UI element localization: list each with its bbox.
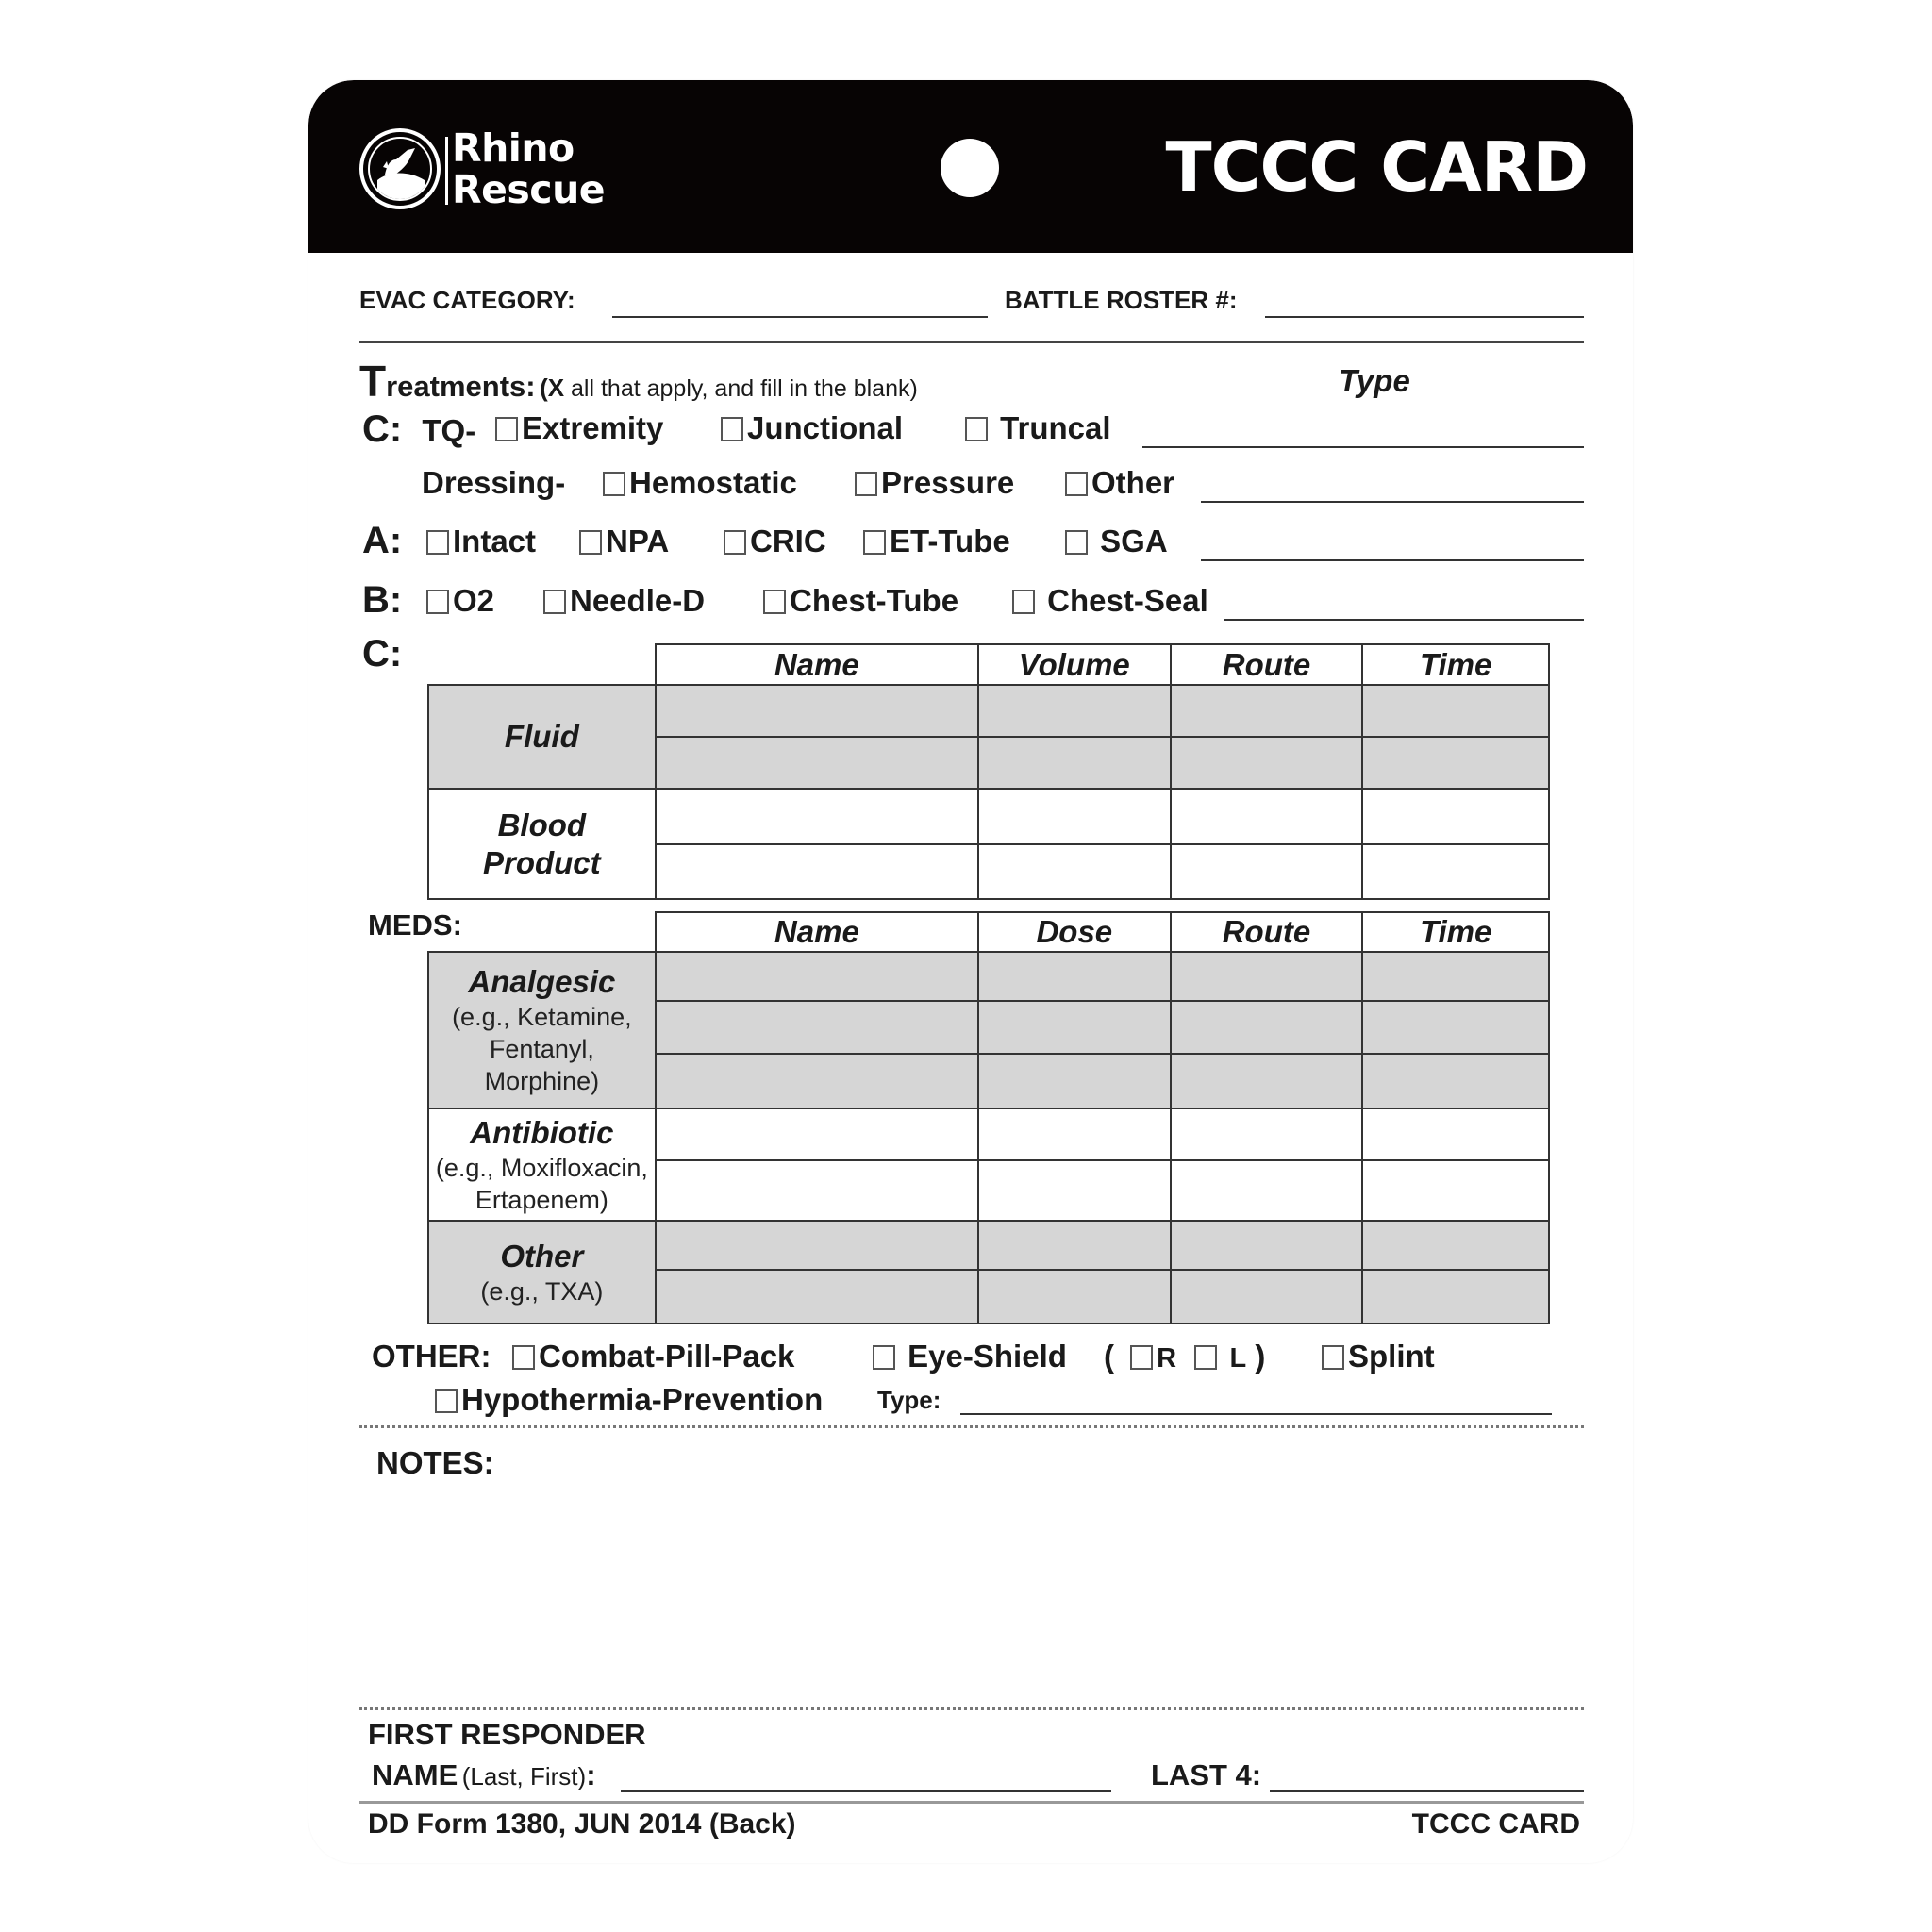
airway-npa-option[interactable]: NPA bbox=[579, 524, 669, 559]
fluid-route-cell[interactable] bbox=[1171, 685, 1363, 737]
footer-divider bbox=[359, 1801, 1584, 1804]
col-header-time: Time bbox=[1362, 912, 1549, 952]
checkbox[interactable] bbox=[426, 530, 449, 555]
evac-category-field[interactable] bbox=[612, 316, 988, 318]
analgesic-route-cell[interactable] bbox=[1171, 1001, 1363, 1054]
other-med-name-cell[interactable] bbox=[656, 1270, 978, 1324]
analgesic-time-cell[interactable] bbox=[1362, 952, 1549, 1001]
airway-et-tube-option[interactable]: ET-Tube bbox=[863, 524, 1010, 559]
breathing-chest-tube-option[interactable]: Chest-Tube bbox=[763, 583, 958, 619]
tccc-card bbox=[308, 80, 1633, 1863]
evac-category-label: EVAC CATEGORY: bbox=[359, 286, 575, 314]
other-med-dose-cell[interactable] bbox=[978, 1270, 1171, 1324]
table-row bbox=[428, 1221, 1549, 1270]
b-letter: B: bbox=[362, 579, 403, 621]
type-label: Type: bbox=[877, 1386, 941, 1414]
col-header-name: Name bbox=[656, 644, 978, 685]
treatments-instruction: all that apply, and fill in the blank) bbox=[564, 375, 918, 402]
fluid-route-cell[interactable] bbox=[1171, 737, 1363, 789]
analgesic-name-cell[interactable] bbox=[656, 952, 978, 1001]
analgesic-time-cell[interactable] bbox=[1362, 1001, 1549, 1054]
checkbox[interactable] bbox=[724, 530, 746, 555]
notes-area[interactable] bbox=[359, 1491, 1584, 1703]
notes-label: NOTES: bbox=[376, 1445, 494, 1480]
name-label: NAME (Last, First): bbox=[372, 1758, 596, 1791]
checkbox[interactable] bbox=[435, 1389, 458, 1413]
dotted-divider bbox=[359, 1425, 1584, 1428]
hypothermia-prevention-option[interactable]: Hypothermia-Prevention bbox=[435, 1382, 823, 1418]
eye-right-option[interactable]: R bbox=[1130, 1339, 1176, 1374]
last4-field[interactable] bbox=[1270, 1790, 1584, 1792]
blood-product-group-label: Blood Product bbox=[428, 789, 656, 899]
checkbox[interactable] bbox=[495, 417, 518, 441]
dressing-hemostatic-option[interactable]: Hemostatic bbox=[603, 465, 797, 501]
rhino-logo-icon bbox=[359, 128, 441, 209]
antibiotic-dose-cell[interactable] bbox=[978, 1160, 1171, 1221]
table-row bbox=[428, 952, 1549, 1001]
eye-side-group: ( R L ) bbox=[1104, 1339, 1266, 1374]
c-tq-row bbox=[362, 408, 475, 451]
antibiotic-route-cell[interactable] bbox=[1171, 1108, 1363, 1160]
checkbox[interactable] bbox=[721, 417, 743, 441]
fluid-name-cell[interactable] bbox=[656, 737, 978, 789]
combat-pill-pack-option[interactable]: Combat-Pill-Pack bbox=[512, 1339, 794, 1374]
eye-shield-option[interactable]: Eye-Shield bbox=[873, 1339, 1067, 1374]
analgesic-dose-cell[interactable] bbox=[978, 952, 1171, 1001]
last4-label: LAST 4: bbox=[1151, 1758, 1262, 1791]
airway-intact-option[interactable]: Intact bbox=[426, 524, 536, 559]
footer-card-label: TCCC CARD bbox=[1411, 1808, 1580, 1840]
col-header-route: Route bbox=[1171, 644, 1363, 685]
col-header-name: Name bbox=[656, 912, 978, 952]
checkbox[interactable] bbox=[1130, 1345, 1153, 1370]
form-identifier: DD Form 1380, JUN 2014 (Back) bbox=[368, 1808, 796, 1840]
antibiotic-route-cell[interactable] bbox=[1171, 1160, 1363, 1221]
card-title: TCCC CARD bbox=[1165, 127, 1588, 207]
splint-option[interactable]: Splint bbox=[1322, 1339, 1435, 1374]
blood-name-cell[interactable] bbox=[656, 844, 978, 899]
breathing-o2-option[interactable]: O2 bbox=[426, 583, 494, 619]
dressing-other-option[interactable]: Other bbox=[1065, 465, 1174, 501]
blood-route-cell[interactable] bbox=[1171, 844, 1363, 899]
breathing-chest-seal-option[interactable]: Chest-Seal bbox=[1012, 583, 1208, 619]
other-med-time-cell[interactable] bbox=[1362, 1221, 1549, 1270]
fluids-table bbox=[427, 643, 1550, 900]
checkbox[interactable] bbox=[1322, 1345, 1344, 1370]
analgesic-name-cell[interactable] bbox=[656, 1054, 978, 1108]
analgesic-route-cell[interactable] bbox=[1171, 952, 1363, 1001]
checkbox[interactable] bbox=[1065, 472, 1088, 496]
blood-volume-cell[interactable] bbox=[978, 789, 1171, 844]
checkbox[interactable] bbox=[1065, 530, 1088, 555]
brand-line-2: Rescue bbox=[452, 167, 606, 212]
tq-extremity-option[interactable]: Extremity bbox=[495, 410, 663, 446]
blood-route-cell[interactable] bbox=[1171, 789, 1363, 844]
antibiotic-time-cell[interactable] bbox=[1362, 1108, 1549, 1160]
other-med-route-cell[interactable] bbox=[1171, 1221, 1363, 1270]
treatments-heading bbox=[359, 356, 918, 407]
brand-name bbox=[452, 127, 605, 210]
meds-table bbox=[427, 911, 1550, 1324]
checkbox[interactable] bbox=[1194, 1345, 1217, 1370]
other-med-name-cell[interactable] bbox=[656, 1221, 978, 1270]
checkbox[interactable] bbox=[965, 417, 988, 441]
col-header-dose: Dose bbox=[978, 912, 1171, 952]
table-corner bbox=[428, 644, 656, 685]
first-responder-heading: FIRST RESPONDER bbox=[368, 1718, 646, 1751]
antibiotic-group-label: Antibiotic (e.g., Moxifloxacin, Ertapenem) bbox=[428, 1108, 656, 1221]
checkbox[interactable] bbox=[603, 472, 625, 496]
breathing-needle-d-option[interactable]: Needle-D bbox=[543, 583, 705, 619]
dotted-divider bbox=[359, 1707, 1584, 1710]
card-header bbox=[308, 80, 1633, 253]
other-med-dose-cell[interactable] bbox=[978, 1221, 1171, 1270]
airway-type-field[interactable] bbox=[1201, 559, 1584, 561]
checkbox[interactable] bbox=[1012, 590, 1035, 614]
col-header-route: Route bbox=[1171, 912, 1363, 952]
lanyard-hole bbox=[941, 139, 999, 197]
fluid-volume-cell[interactable] bbox=[978, 737, 1171, 789]
battle-roster-label: BATTLE ROSTER #: bbox=[1005, 286, 1238, 314]
other-med-route-cell[interactable] bbox=[1171, 1270, 1363, 1324]
meds-label: MEDS: bbox=[368, 908, 462, 941]
logo-divider bbox=[445, 137, 448, 205]
tq-truncal-option[interactable]: Truncal bbox=[965, 410, 1111, 446]
analgesic-name-cell[interactable] bbox=[656, 1001, 978, 1054]
treatments-title: reatments: bbox=[386, 370, 536, 403]
blood-volume-cell[interactable] bbox=[978, 844, 1171, 899]
checkbox[interactable] bbox=[763, 590, 786, 614]
blood-time-cell[interactable] bbox=[1362, 789, 1549, 844]
checkbox[interactable] bbox=[863, 530, 886, 555]
brand-line-1: Rhino bbox=[452, 125, 575, 171]
instruction-x: (X bbox=[540, 374, 565, 402]
other-med-group-label: Other (e.g., TXA) bbox=[428, 1221, 656, 1324]
analgesic-time-cell[interactable] bbox=[1362, 1054, 1549, 1108]
checkbox[interactable] bbox=[855, 472, 877, 496]
checkbox[interactable] bbox=[579, 530, 602, 555]
airway-cric-option[interactable]: CRIC bbox=[724, 524, 826, 559]
analgesic-dose-cell[interactable] bbox=[978, 1054, 1171, 1108]
fluid-name-cell[interactable] bbox=[656, 685, 978, 737]
dressing-type-field[interactable] bbox=[1201, 501, 1584, 503]
analgesic-group-label: Analgesic (e.g., Ketamine, Fentanyl, Morphine) bbox=[428, 952, 656, 1108]
antibiotic-name-cell[interactable] bbox=[656, 1108, 978, 1160]
other-label: OTHER: bbox=[372, 1339, 491, 1374]
breathing-type-field[interactable] bbox=[1224, 619, 1584, 621]
eye-left-option[interactable]: L bbox=[1194, 1339, 1246, 1374]
other-med-time-cell[interactable] bbox=[1362, 1270, 1549, 1324]
tq-junctional-option[interactable]: Junctional bbox=[721, 410, 903, 446]
antibiotic-dose-cell[interactable] bbox=[978, 1108, 1171, 1160]
checkbox[interactable] bbox=[426, 590, 449, 614]
fluid-time-cell[interactable] bbox=[1362, 737, 1549, 789]
treatments-initial: T bbox=[359, 357, 387, 406]
table-row bbox=[428, 1108, 1549, 1160]
type-column-header: Type bbox=[1339, 363, 1410, 398]
dressing-pressure-option[interactable]: Pressure bbox=[855, 465, 1014, 501]
checkbox[interactable] bbox=[543, 590, 566, 614]
other-type-field[interactable] bbox=[960, 1413, 1552, 1415]
responder-name-field[interactable] bbox=[621, 1790, 1111, 1792]
dressing-label: Dressing- bbox=[422, 465, 566, 500]
blood-name-cell[interactable] bbox=[656, 789, 978, 844]
antibiotic-time-cell[interactable] bbox=[1362, 1160, 1549, 1221]
table-row bbox=[428, 685, 1549, 737]
analgesic-route-cell[interactable] bbox=[1171, 1054, 1363, 1108]
circulation-letter: C: bbox=[362, 633, 403, 675]
section-divider bbox=[359, 341, 1584, 343]
tq-label: TQ- bbox=[422, 413, 476, 448]
antibiotic-name-cell[interactable] bbox=[656, 1160, 978, 1221]
col-header-time: Time bbox=[1362, 644, 1549, 685]
airway-sga-option[interactable]: SGA bbox=[1065, 524, 1168, 559]
a-letter: A: bbox=[362, 520, 403, 561]
col-header-volume: Volume bbox=[978, 644, 1171, 685]
checkbox[interactable] bbox=[873, 1345, 895, 1370]
tq-type-field[interactable] bbox=[1142, 446, 1584, 448]
fluid-volume-cell[interactable] bbox=[978, 685, 1171, 737]
table-row bbox=[428, 789, 1549, 844]
fluid-group-label: Fluid bbox=[428, 685, 656, 789]
battle-roster-field[interactable] bbox=[1265, 316, 1584, 318]
analgesic-dose-cell[interactable] bbox=[978, 1001, 1171, 1054]
blood-time-cell[interactable] bbox=[1362, 844, 1549, 899]
table-corner bbox=[428, 912, 656, 952]
checkbox[interactable] bbox=[512, 1345, 535, 1370]
fluid-time-cell[interactable] bbox=[1362, 685, 1549, 737]
c-letter: C: bbox=[362, 408, 403, 450]
